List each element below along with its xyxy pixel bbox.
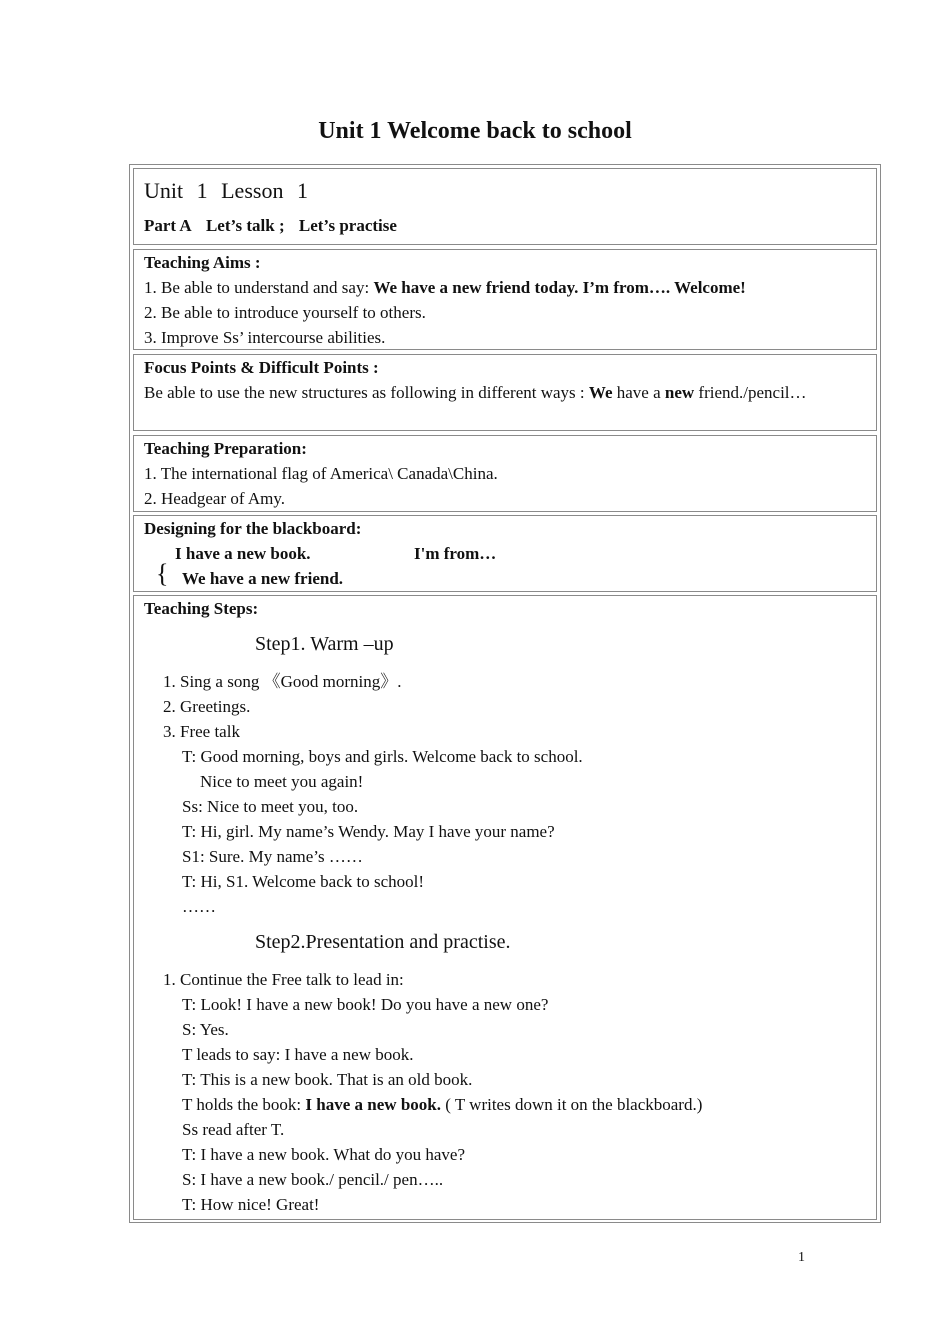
preparation-heading: Teaching Preparation: [144,439,307,458]
aims-heading: Teaching Aims : [144,253,261,272]
aims-item-1: 1. Be able to understand and say: We have a new friend today. I’m from…. Welcome! [144,278,746,297]
step1-item: 1. Sing a song 《Good morning》. [163,672,402,691]
dialogue-line: S: Yes. [182,1020,229,1039]
dialogue-line: T: This is a new book. That is an old book. [182,1070,473,1089]
blackboard-line-2: We have a new friend. [182,569,344,588]
aims-item-2: 2. Be able to introduce yourself to others. [144,303,426,322]
dialogue-line: T: How nice! Great! [182,1195,320,1214]
dialogue-line: Nice to meet you again! [200,772,364,791]
blackboard-heading: Designing for the blackboard: [144,519,362,538]
document-title: Unit 1 Welcome back to school [318,118,632,144]
page-number: 1 [798,1250,805,1265]
step2-title: Step2.Presentation and practise. [255,931,511,953]
dialogue-line: T: I have a new book. What do you have? [182,1145,466,1164]
blackboard-content [144,541,866,591]
part-talk: Let’s talk ; [205,216,285,235]
dialogue-line: T: Look! I have a new book! Do you have a new one? [182,995,549,1014]
teaching-steps-cell [133,595,877,1220]
dialogue-line: T: Hi, S1. Welcome back to school! [182,872,425,891]
unit-lesson-line: Unit 1 Lesson 1 [144,178,308,203]
dialogue-line: Ss: Nice to meet you, too. [182,797,359,816]
preparation-item-2: 2. Headgear of Amy. [144,489,285,508]
lesson-header-cell [133,168,877,245]
dialogue-line: T: Good morning, boys and girls. Welcome back to school. [182,747,583,766]
part-label: Part A [144,216,192,235]
dialogue-line: S: I have a new book./ pencil./ pen….. [182,1170,444,1189]
focus-points-cell [133,354,877,431]
step1-title: Step1. Warm –up [255,633,394,655]
step1-item: 3. Free talk [163,722,240,741]
brace-symbol: { [156,559,169,588]
teaching-aims-cell [133,249,877,350]
part-line [144,213,866,238]
focus-text: Be able to use the new structures as following in different ways : We have a new friend./pencil… [144,383,807,402]
teaching-preparation-cell [133,435,877,512]
part-practise: Let’s practise [298,216,397,235]
step2-item: 1. Continue the Free talk to lead in: [163,970,404,989]
step1-item: 2. Greetings. [163,697,251,716]
focus-heading: Focus Points & Difficult Points : [144,358,379,377]
dialogue-line: T leads to say: I have a new book. [182,1045,414,1064]
dialogue-line: Ss read after T. [182,1120,285,1139]
dialogue-line: T: Hi, girl. My name’s Wendy. May I have your name? [182,822,555,841]
preparation-item-1: 1. The international flag of America\ Canada\China. [144,464,498,483]
dialogue-line: S1: Sure. My name’s …… [182,847,363,866]
aims-item-3: 3. Improve Ss’ intercourse abilities. [144,328,386,347]
blackboard-line-1-right: I'm from… [414,544,497,563]
dialogue-line: …… [182,897,216,916]
steps-heading: Teaching Steps: [144,599,259,618]
blackboard-design-cell [133,515,877,592]
blackboard-line-1: I have a new book. [175,544,311,563]
dialogue-line: T holds the book: I have a new book. ( T writes down it on the blackboard.) [182,1095,703,1114]
